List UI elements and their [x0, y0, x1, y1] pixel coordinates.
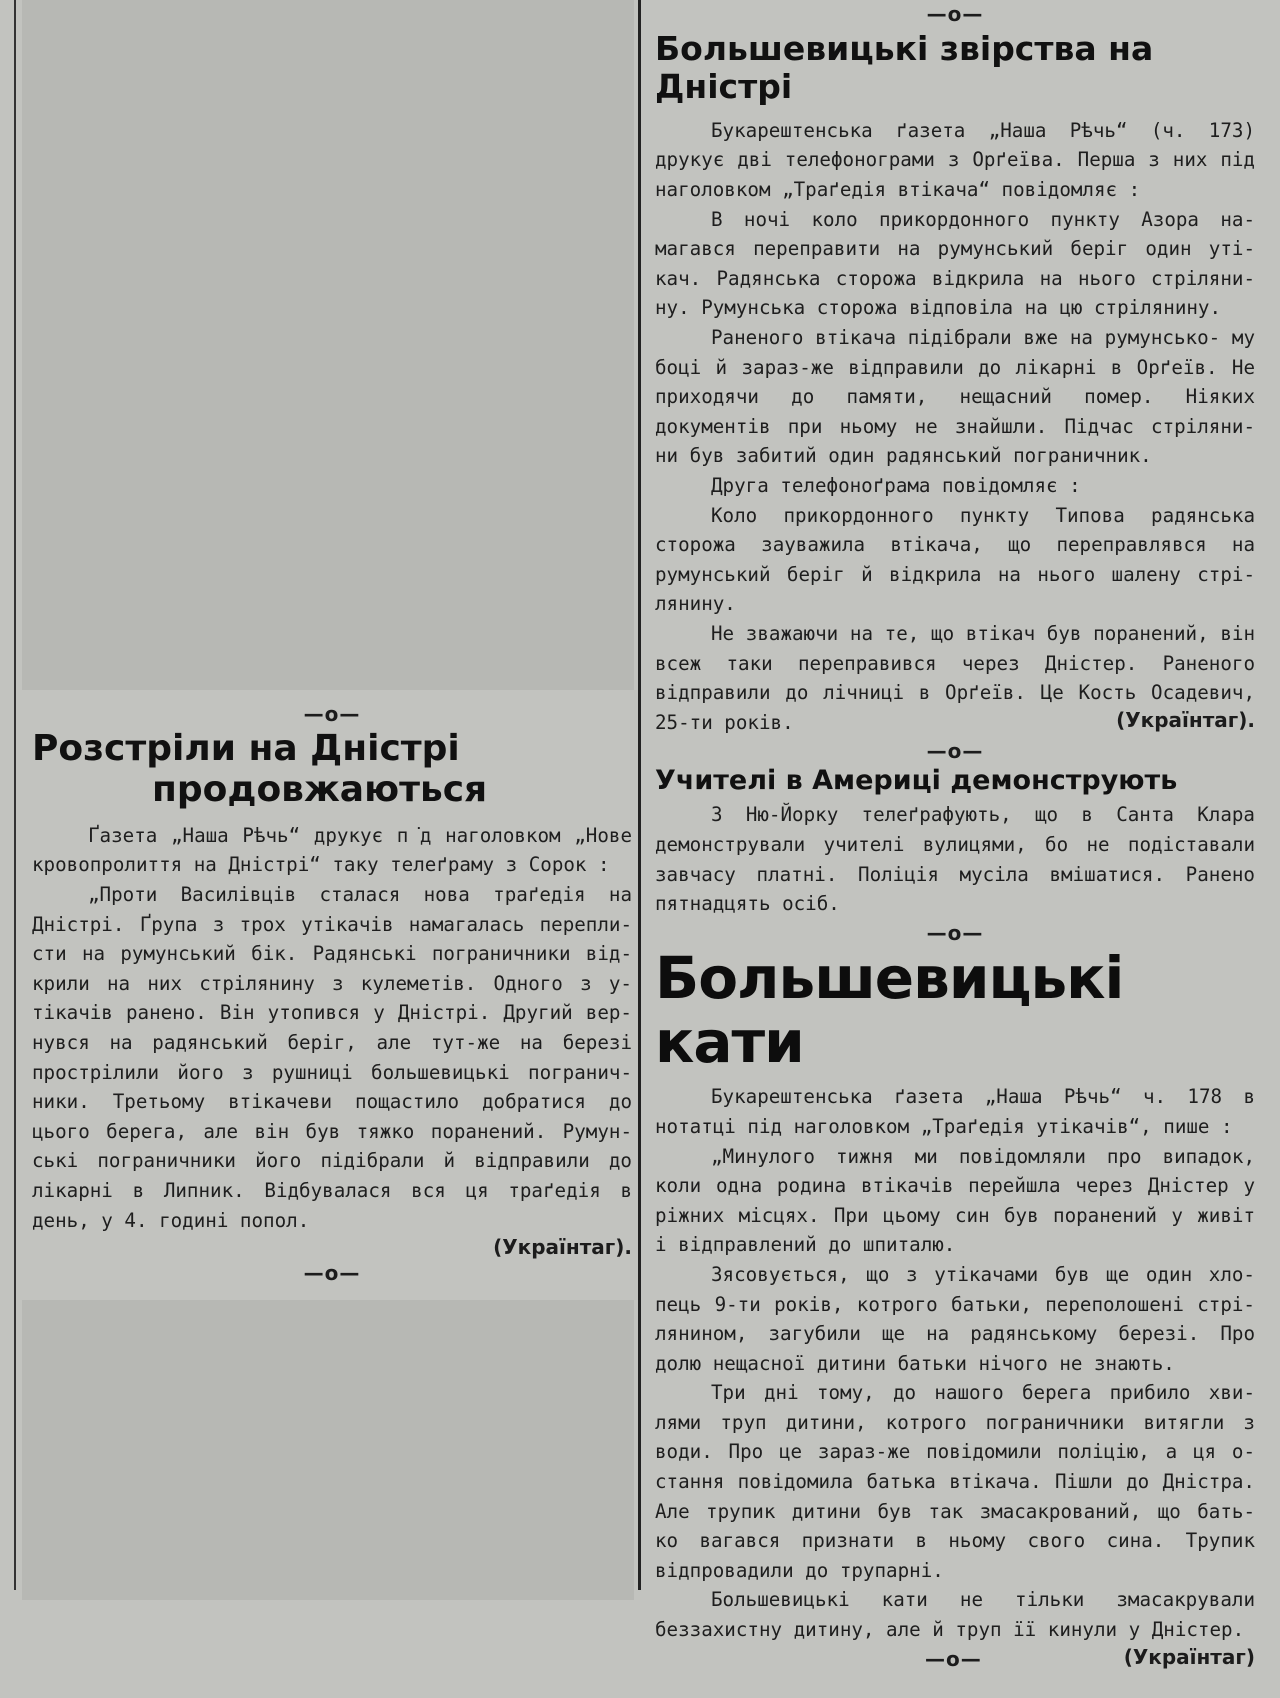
headline-line-1: Розстріли на Дністрі	[32, 728, 460, 769]
article-paragraph: „Минулого тижня ми повідомляли про випадок, коли одна родина втікачів перейшла через Дністер у ріжних місцях. При цьому син був поранений у живіт і відправлений до шпиталю.	[655, 1144, 1255, 1257]
article-headline	[32, 728, 632, 811]
headline-line-2: продовжаються	[152, 769, 488, 811]
article-intro: Ґазета „Наша Рѣчь“ друкує п͘д наголовком „Нове кровопролиття на Дністрі“ таку телеґраму з Сорок :	[32, 823, 632, 877]
left-column	[32, 700, 632, 1287]
article-signature: (Українтаг)	[1123, 1644, 1255, 1669]
separator: —o—	[926, 920, 984, 945]
blank-area-top-left	[22, 0, 634, 690]
article-signature: (Українтаг).	[493, 1235, 632, 1260]
article-signature: (Українтаг).	[1116, 708, 1255, 733]
separator: —o—	[303, 1261, 361, 1286]
article-paragraph: Три дні тому, до нашого берега прибило хви- лями труп дитини, котрого пограничники витягли з води. Про це зараз-же повідомили поліцію, а ця о- стання повідомила батька втікача. Пішли до Дністра. Але трупик дитини був так змасакрований, що бать- ко вагався признати в ньому свого сина. Трупик відпровадили до трупарні.	[655, 1381, 1255, 1582]
separator: —o—	[925, 1646, 982, 1671]
separator: —o—	[926, 2, 984, 26]
article-paragraph: Друга телефоноґрама повідомляє :	[711, 474, 1081, 497]
column-divider-rule	[638, 0, 641, 1590]
article-paragraph: Зясовується, що з утікачами був ще один хло- пець 9-ти років, котрого батьки, переполошені стрі- лянином, загубили ще на радянському березі. Про долю нещасної дитини батьки нічого не знають.	[655, 1262, 1255, 1375]
article-paragraph: Не зважаючи на те, що втікач був поранений, він всеж таки переправився через Дністер. Раненого відправили до лічниці в Орґеїв. Це Кость Осадевич, 25-ти років.	[655, 621, 1255, 734]
article-paragraph: З Ню-Йорку телеґрафують, що в Санта Клара демонстрували учителі вулицями, бо не подіставали завчасу платні. Поліція мусіла вмішатися. Ранено пятнадцять осіб.	[655, 803, 1255, 916]
article-paragraph: Букарештенська ґазета „Наша Рѣчь“ (ч. 173) друкує дві телефонограми з Орґеїва. Перша з них під наголовком „Траґедія втікача“ повідомляє :	[655, 118, 1255, 202]
article-headline: Учителі в Америці демонструють	[655, 765, 1178, 797]
left-edge-rule	[14, 0, 16, 1590]
article-paragraph: Коло прикордонного пункту Типова радянська сторожа зауважила втікача, що переправлявся на румунський беріг й відкрила на нього шалену стрі- лянину.	[655, 503, 1255, 616]
article-paragraph: В ночі коло прикордонного пункту Азора на- магався переправити на румунський беріг один уті- кач. Радянська сторожа відкрила на нього стріляни- ну. Румунська сторожа відповіла на цю стрілянину.	[655, 207, 1255, 320]
article-paragraph: Большевицькі кати не тільки змасакрували беззахистну дитину, але й труп її кинули у Дністер.	[655, 1588, 1255, 1642]
separator: —o—	[926, 739, 984, 764]
right-column	[655, 0, 1255, 1675]
article-body: „Проти Василівців сталася нова траґедія на Дністрі. Ґрупа з трох утікачів намагалась перепли- сти на румунський бік. Радянські пограничники від- крили на них стрілянину з кулеметів. Одного з у- тікачів ранено. Він утопився у Дністрі. Другий вер- нувся на радянський беріг, але тут-же на березі прострілили його з рушниці большевицькі погранич- ники. Третьому втікачеви пощастило добратися до цього берега, але він був тяжко поранений. Румун- ські пограничники його підібрали й відправили до лікарні в Липник. Відбувалася вся ця траґедія в день, у 4. годині попол.	[32, 882, 632, 1232]
article-headline: Большевицькі звірства на Дністрі	[655, 29, 1154, 106]
blank-area-bottom-left	[22, 1300, 634, 1600]
article-paragraph: Букарештенська ґазета „Наша Рѣчь“ ч. 178 в нотатці під наголовком „Траґедія утікачів“, пише :	[655, 1085, 1255, 1138]
article-paragraph: Раненого втікача підібрали вже на румунсько- му боці й зараз-же відправили до лікарні в Орґеїв. Не приходячи до памяти, нещасний помер. Ніяких документів при ньому не знайшли. Підчас стріляни- ни був забитий один радянський пограничник.	[655, 326, 1255, 468]
article-headline: Большевицькі кати	[655, 943, 1124, 1076]
separator: —o—	[303, 702, 361, 726]
